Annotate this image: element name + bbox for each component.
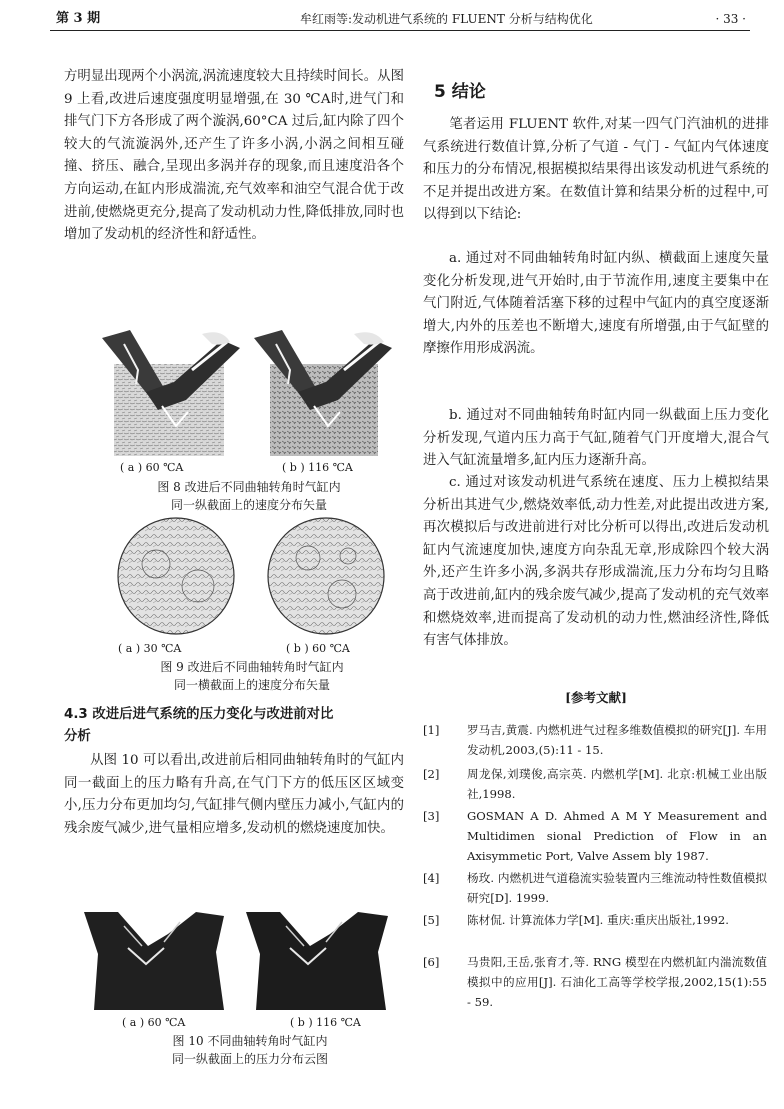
running-title: 牟红雨等:发动机进气系统的 FLUENT 分析与结构优化 bbox=[300, 12, 593, 26]
fig8-label-a: ( a ) 60 ℃A bbox=[120, 461, 184, 474]
left-paragraph-1: 方明显出现两个小涡流,涡流速度较大且持续时间长。从图 9 上看,改进后速度强度明显增强,在 30 ℃A时,进气门和排气门下方各形成了两个漩涡,60°CA 过后,缸内除了四个较大的气流漩涡外,还产生了许多小涡,小涡之间相互碰撞、挤压、融合,呈现出多涡并存的现象,而且速度沿各个方向运动,在缸内形成湍流,充气效率和油空气混合优于改进前,使燃烧更充分,提高了发动机动力性,降低排放,同时也增加了发动机的经济性和舒适性。 bbox=[64, 69, 404, 243]
fig9-label-b: ( b ) 60 ℃A bbox=[286, 642, 350, 655]
fig9-label-a: ( a ) 30 ℃A bbox=[118, 642, 182, 655]
figure-10-image bbox=[84, 912, 388, 1010]
reference-item: [2] 周龙保,刘璞俊,高宗英. 内燃机学[M]. 北京:机械工业出版社,1998. bbox=[423, 767, 767, 801]
fig9-caption-line2: 同一横截面上的速度分布矢量 bbox=[173, 678, 330, 692]
fig10-panel-a bbox=[84, 912, 224, 1010]
fig8-caption-line2: 同一纵截面上的速度分布矢量 bbox=[170, 498, 327, 512]
section-5-title: 5 结论 bbox=[434, 82, 486, 102]
reference-item: [1] 罗马吉,黄震. 内燃机进气过程多维数值模拟的研究[J]. 车用发动机,2003,(5):11 - 15. bbox=[423, 723, 767, 757]
reference-item: [3] GOSMAN A D. Ahmed A M Y Measurement and Multidimen sional Prediction of Flow in an Axisymmetic Port, Valve Assem bly 1987. bbox=[423, 809, 767, 863]
reference-item: [6] 马贵阳,王岳,张育才,等. RNG 模型在内燃机缸内湍流数值模拟中的应用[J]. 石油化工高等学校学报,2002,15(1):55 - 59. bbox=[423, 955, 767, 1009]
right-paragraph-c: c. 通过对该发动机进气系统在速度、压力上模拟结果分析出其进气少,燃烧效率低,动力性差,对此提出改进方案,再次模拟后与改进前进行对比分析可以得出,改进后发动机缸内气流速度加快,速度方向杂乱无章,形成除四个较大涡外,还产生许多小涡,多涡共存形成湍流,压力分布均匀且略高于改进前,缸内的残余废气减少,提高了发动机的充气效率和燃烧效率,进而提高了发动机的动力性,燃油经济性,降低有害气体排放。 bbox=[423, 475, 769, 649]
fig10-label-a: ( a ) 60 ℃A bbox=[122, 1016, 186, 1029]
fig9-panel-a bbox=[118, 518, 234, 634]
fig8-label-b: ( b ) 116 ℃A bbox=[282, 461, 353, 474]
section-4-3-title-line1: 4.3 改进后进气系统的压力变化与改进前对比 bbox=[64, 707, 334, 722]
right-paragraph-b: b. 通过对不同曲轴转角时缸内同一纵截面上压力变化分析发现,气道内压力高于气缸,随着气门开度增大,混合气进入气缸流量增多,缸内压力逐渐升高。 bbox=[423, 408, 769, 469]
fig10-panel-b bbox=[246, 912, 388, 1010]
running-header bbox=[50, 8, 750, 31]
figure-8 bbox=[102, 330, 392, 460]
fig9-panel-b bbox=[268, 518, 384, 634]
page-number: · 33 · bbox=[715, 12, 746, 26]
fig10-caption-line1: 图 10 不同曲轴转角时气缸内 bbox=[172, 1034, 328, 1048]
reference-item: [5] 陈材侃. 计算流体力学[M]. 重庆:重庆出版社,1992. bbox=[423, 913, 729, 927]
figure-9 bbox=[104, 516, 396, 638]
figure-8-image bbox=[102, 330, 392, 460]
figure-9-image bbox=[104, 516, 396, 638]
left-paragraph-2: 从图 10 可以看出,改进前后相同曲轴转角时的气缸内同一截面上的压力略有升高,在气门下方的低压区区域变小,压力分布更加均匀,气缸排气侧内壁压力减小,气缸内的残余废气减少,进气量相应增多,发动机的燃烧速度加快。 bbox=[64, 753, 404, 836]
figure-10 bbox=[84, 912, 388, 1010]
issue-number: 第 3 期 bbox=[56, 11, 101, 26]
section-4-3-title-line2: 分析 bbox=[64, 729, 91, 744]
fig8-caption-line1: 图 8 改进后不同曲轴转角时气缸内 bbox=[157, 480, 341, 494]
right-paragraph-intro: 笔者运用 FLUENT 软件,对某一四气门汽油机的进排气系统进行数值计算,分析了气道 - 气门 - 气缸内气体速度和压力的分布情况,根据模拟结果得出该发动机进气系统的不足并提出改进方案。在数值计算和结果分析的过程中,可以得到以下结论: bbox=[423, 117, 769, 223]
fig10-caption-line2: 同一纵截面上的压力分布云图 bbox=[171, 1052, 328, 1066]
references-title: [参考文献] bbox=[565, 690, 627, 705]
reference-item: [4] 杨玫. 内燃机进气道稳流实验装置内三维流动特性数值模拟研究[D]. 1999. bbox=[423, 871, 767, 905]
fig10-label-b: ( b ) 116 ℃A bbox=[290, 1016, 361, 1029]
fig8-panel-b bbox=[254, 330, 392, 456]
fig8-panel-a bbox=[102, 330, 240, 456]
fig9-caption-line1: 图 9 改进后不同曲轴转角时气缸内 bbox=[160, 660, 344, 674]
right-paragraph-a: a. 通过对不同曲轴转角时缸内纵、横截面上速度矢量变化分析发现,进气开始时,由于节流作用,速度主要集中在气门附近,气体随着活塞下移的过程中气缸内的真空度逐渐增大,内外的压差也不断增大,速度有所增强,由于气缸壁的摩擦作用形成涡流。 bbox=[423, 251, 769, 357]
